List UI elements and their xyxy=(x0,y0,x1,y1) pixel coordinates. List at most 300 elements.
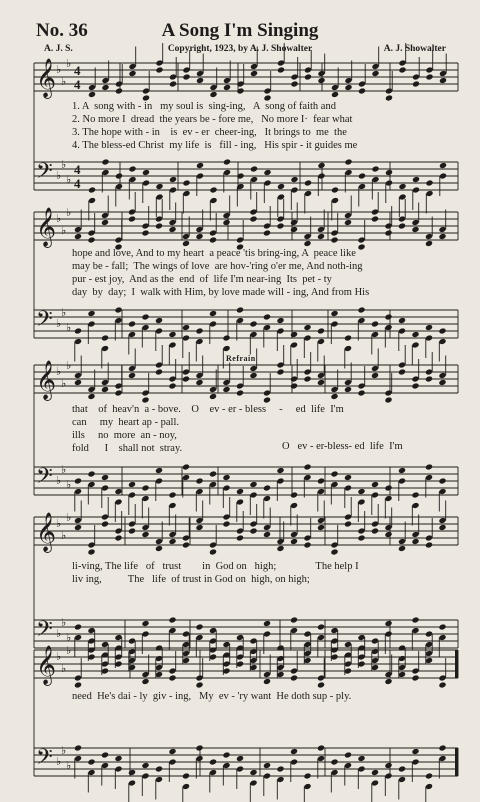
flat-icon: ♭ xyxy=(66,478,72,491)
note-head xyxy=(398,317,406,324)
note-head xyxy=(371,527,379,534)
verse-line: li-ving, The life of trust in God on high; The help I xyxy=(72,561,359,572)
flat-icon: ♭ xyxy=(61,224,67,237)
note-head xyxy=(438,744,446,751)
note-head xyxy=(263,531,271,538)
note-head xyxy=(357,306,365,313)
note-head xyxy=(317,379,325,386)
note-head xyxy=(263,762,271,769)
note-head xyxy=(385,169,393,176)
note-head xyxy=(169,176,177,183)
note-head xyxy=(411,616,419,623)
note-head xyxy=(74,681,82,688)
note-head xyxy=(182,772,190,779)
note-head xyxy=(438,623,446,630)
verse-line: pur - est joy, And as the end of life I'm near-ing Its pet - ty xyxy=(72,274,332,285)
flat-icon: ♭ xyxy=(56,212,62,225)
verse-line: can my heart ap - pall. xyxy=(72,417,179,428)
note-head xyxy=(304,179,312,186)
verse-line: liv ing, The life of trust in God on high, on high; xyxy=(72,574,310,585)
note-head xyxy=(303,463,311,470)
flat-icon: ♭ xyxy=(61,306,67,319)
verse-line: hope and love, And to my heart a peace 'tis bring-ing, A peace like xyxy=(72,248,356,259)
note-head xyxy=(87,758,95,765)
note-head xyxy=(276,545,284,552)
note-head xyxy=(128,320,136,327)
note-head xyxy=(411,748,419,755)
note-head xyxy=(331,91,339,98)
note-head xyxy=(169,80,177,87)
verse-line: that of heav'n a - bove. O ev - er - bless - ed life I'm xyxy=(72,404,344,415)
flat-icon: ♭ xyxy=(56,474,62,487)
note-head xyxy=(196,162,204,169)
note-head xyxy=(141,531,149,538)
note-head xyxy=(74,623,82,630)
note-head xyxy=(412,176,420,183)
note-head xyxy=(222,520,230,527)
bass-clef-icon: 𝄢 xyxy=(36,464,53,494)
flat-icon: ♭ xyxy=(56,63,62,76)
note-head xyxy=(330,393,338,400)
note-head xyxy=(155,765,163,772)
note-head xyxy=(222,751,230,758)
verse-line: need He's dai - ly giv - ing, My ev - 'ry want He doth sup - ply. xyxy=(72,691,352,702)
note-head xyxy=(168,748,176,755)
note-head xyxy=(358,172,366,179)
final-bar-line xyxy=(455,748,458,776)
note-head xyxy=(371,372,379,379)
note-head xyxy=(101,520,109,527)
note-head xyxy=(330,548,338,555)
note-head xyxy=(209,470,217,477)
note-head xyxy=(236,534,244,541)
note-head xyxy=(74,477,82,484)
note-head xyxy=(425,73,433,80)
verse-line: O ev - er-bless- ed life I'm xyxy=(282,441,403,452)
note-head xyxy=(182,375,190,382)
note-head xyxy=(168,226,176,233)
note-head xyxy=(263,678,271,685)
note-head xyxy=(236,306,244,313)
note-head xyxy=(290,80,298,87)
note-head xyxy=(276,368,284,375)
note-head xyxy=(425,541,433,548)
note-head xyxy=(331,186,339,193)
flat-icon: ♭ xyxy=(56,365,62,378)
note-head xyxy=(114,534,122,541)
note-head xyxy=(74,744,82,751)
note-head xyxy=(438,524,446,531)
note-head xyxy=(357,488,365,495)
treble-clef-icon: 𝄞 xyxy=(36,512,57,552)
note-head xyxy=(195,477,203,484)
note-head xyxy=(128,769,136,776)
flat-icon: ♭ xyxy=(61,529,67,542)
note-head xyxy=(398,765,406,772)
note-head xyxy=(222,386,230,393)
note-head xyxy=(263,169,271,176)
note-head xyxy=(371,215,379,222)
note-head xyxy=(209,548,217,555)
flat-icon: ♭ xyxy=(56,169,62,182)
note-head xyxy=(317,744,325,751)
note-head xyxy=(276,222,284,229)
flat-icon: ♭ xyxy=(61,377,67,390)
note-head xyxy=(317,681,325,688)
note-head xyxy=(317,233,325,240)
note-head xyxy=(101,219,109,226)
note-head xyxy=(101,751,109,758)
note-head xyxy=(88,186,96,193)
note-head xyxy=(439,77,447,84)
note-head xyxy=(304,73,312,80)
note-head xyxy=(290,331,298,338)
note-head xyxy=(357,534,365,541)
note-head xyxy=(277,183,285,190)
note-head xyxy=(128,372,136,379)
note-head xyxy=(182,324,190,331)
flat-icon: ♭ xyxy=(61,158,67,171)
lyrics-system-4 xyxy=(72,560,359,586)
note-head xyxy=(74,379,82,386)
note-head xyxy=(128,481,136,488)
note-head xyxy=(398,545,406,552)
copyright-notice: Copyright, 1923, by A. J. Showalter xyxy=(167,44,313,54)
note-head xyxy=(128,527,136,534)
note-head xyxy=(384,620,392,627)
note-head xyxy=(290,538,298,545)
note-head xyxy=(317,524,325,531)
note-head xyxy=(155,368,163,375)
time-signature-icon: 4 xyxy=(74,176,81,191)
note-head xyxy=(196,77,204,84)
note-head xyxy=(384,484,392,491)
note-head xyxy=(168,538,176,545)
note-head xyxy=(182,463,190,470)
note-head xyxy=(263,484,271,491)
bass-clef-icon: 𝄢 xyxy=(36,617,53,647)
note-head xyxy=(438,477,446,484)
note-head xyxy=(317,327,325,334)
note-head xyxy=(209,393,217,400)
note-head xyxy=(384,396,392,403)
note-head xyxy=(384,762,392,769)
note-head xyxy=(438,233,446,240)
note-head xyxy=(344,474,352,481)
note-head xyxy=(411,674,419,681)
final-bar-line xyxy=(455,650,458,678)
note-head xyxy=(384,531,392,538)
note-head xyxy=(250,165,258,172)
note-head xyxy=(128,165,136,172)
lyricist-credit: A. J. S. xyxy=(44,44,73,54)
flat-icon: ♭ xyxy=(66,173,72,186)
note-head xyxy=(358,87,366,94)
note-head xyxy=(290,176,298,183)
note-head xyxy=(317,623,325,630)
note-head xyxy=(290,674,298,681)
flat-icon: ♭ xyxy=(66,206,72,219)
note-head xyxy=(249,372,257,379)
note-head xyxy=(182,541,190,548)
note-head xyxy=(398,66,406,73)
note-head xyxy=(371,320,379,327)
note-head xyxy=(128,70,136,77)
note-head xyxy=(141,313,149,320)
note-head xyxy=(249,320,257,327)
note-head xyxy=(223,84,231,91)
note-head xyxy=(411,226,419,233)
treble-clef-icon: 𝄞 xyxy=(36,58,57,98)
note-head xyxy=(290,748,298,755)
note-head xyxy=(209,758,217,765)
note-head xyxy=(303,772,311,779)
note-head xyxy=(249,481,257,488)
note-head xyxy=(303,541,311,548)
note-head xyxy=(115,87,123,94)
note-head xyxy=(398,183,406,190)
note-head xyxy=(371,481,379,488)
note-head xyxy=(74,233,82,240)
note-head xyxy=(114,306,122,313)
note-head xyxy=(290,616,298,623)
note-head xyxy=(182,240,190,247)
note-head xyxy=(236,755,244,762)
note-head xyxy=(250,70,258,77)
note-head xyxy=(155,66,163,73)
hymn-number: No. 36 xyxy=(36,20,88,41)
composer-credit: A. J. Showalter xyxy=(383,44,446,54)
note-head xyxy=(236,488,244,495)
note-head xyxy=(114,389,122,396)
note-head xyxy=(128,215,136,222)
note-head xyxy=(276,467,284,474)
note-head xyxy=(101,84,109,91)
note-head xyxy=(344,334,352,341)
note-head xyxy=(344,84,352,91)
note-head xyxy=(182,179,190,186)
note-head xyxy=(263,313,271,320)
note-head xyxy=(411,331,419,338)
note-head xyxy=(384,313,392,320)
lyrics-alto-refrain xyxy=(282,440,403,453)
note-head xyxy=(195,744,203,751)
flat-icon: ♭ xyxy=(61,744,67,757)
note-head xyxy=(209,310,217,317)
note-head xyxy=(114,488,122,495)
verse-line: ills no more an - noy, xyxy=(72,430,177,441)
verse-line: 1. A song with - in my soul is sing-ing, A song of faith and xyxy=(72,101,336,112)
note-head xyxy=(155,467,163,474)
note-head xyxy=(385,94,393,101)
note-head xyxy=(303,240,311,247)
flat-icon: ♭ xyxy=(66,631,72,644)
flat-icon: ♭ xyxy=(61,616,67,629)
treble-clef-icon: 𝄞 xyxy=(36,645,57,685)
note-head xyxy=(168,382,176,389)
note-head xyxy=(303,375,311,382)
note-head xyxy=(317,162,325,169)
note-head xyxy=(357,755,365,762)
note-head xyxy=(317,477,325,484)
note-head xyxy=(87,548,95,555)
note-head xyxy=(155,222,163,229)
refrain-label: Refrain xyxy=(226,354,256,363)
note-head xyxy=(101,474,109,481)
flat-icon: ♭ xyxy=(66,359,72,372)
note-head xyxy=(371,70,379,77)
note-head xyxy=(371,769,379,776)
note-head xyxy=(263,229,271,236)
note-head xyxy=(87,470,95,477)
note-head xyxy=(101,334,109,341)
note-head xyxy=(142,169,150,176)
note-head xyxy=(101,158,109,165)
note-head xyxy=(276,765,284,772)
flat-icon: ♭ xyxy=(66,511,72,524)
flat-icon: ♭ xyxy=(56,755,62,768)
note-head xyxy=(290,226,298,233)
verse-line: day by day; I walk with Him, by love made will - ing, And from His xyxy=(72,287,370,298)
flat-icon: ♭ xyxy=(61,75,67,88)
bass-clef-icon: 𝄢 xyxy=(36,745,53,775)
note-head xyxy=(101,386,109,393)
bass-clef-icon: 𝄢 xyxy=(36,307,53,337)
note-head xyxy=(344,386,352,393)
note-head xyxy=(425,772,433,779)
note-head xyxy=(74,524,82,531)
note-head xyxy=(195,623,203,630)
note-head xyxy=(141,762,149,769)
note-head xyxy=(344,219,352,226)
note-head xyxy=(222,219,230,226)
note-head xyxy=(439,162,447,169)
bass-clef-icon: 𝄢 xyxy=(36,159,53,189)
flat-icon: ♭ xyxy=(56,317,62,330)
note-head xyxy=(168,331,176,338)
note-head xyxy=(168,491,176,498)
note-head xyxy=(290,491,298,498)
note-head xyxy=(195,681,203,688)
note-head xyxy=(87,310,95,317)
note-head xyxy=(398,222,406,229)
note-head xyxy=(236,389,244,396)
verse-line: may be - fall; The wings of love are hov-'ring o'er me, And noth-ing xyxy=(72,261,363,272)
flat-icon: ♭ xyxy=(56,517,62,530)
note-head xyxy=(398,368,406,375)
flat-icon: ♭ xyxy=(61,662,67,675)
note-head xyxy=(223,158,231,165)
note-head xyxy=(330,758,338,765)
note-head xyxy=(411,538,419,545)
note-head xyxy=(330,236,338,243)
note-head xyxy=(195,233,203,240)
note-head xyxy=(249,769,257,776)
note-head xyxy=(438,681,446,688)
note-head xyxy=(87,236,95,243)
verse-line: fold I shall not stray. xyxy=(72,443,183,454)
note-head xyxy=(384,678,392,685)
flat-icon: ♭ xyxy=(66,321,72,334)
note-head xyxy=(155,317,163,324)
flat-icon: ♭ xyxy=(66,759,72,772)
note-head xyxy=(384,229,392,236)
note-head xyxy=(425,240,433,247)
note-head xyxy=(195,379,203,386)
note-head xyxy=(88,91,96,98)
note-head xyxy=(249,215,257,222)
note-head xyxy=(290,382,298,389)
verse-line: 4. The bless-ed Christ my life is fill - ing, His spir - it guides me xyxy=(72,140,358,151)
verse-line: 3. The hope with - in is ev - er cheer-ing, It brings to me the xyxy=(72,127,347,138)
flat-icon: ♭ xyxy=(66,644,72,657)
treble-clef-icon: 𝄞 xyxy=(36,207,57,247)
note-head xyxy=(263,620,271,627)
note-head xyxy=(209,186,217,193)
note-head xyxy=(209,91,217,98)
time-signature-icon: 4 xyxy=(74,77,81,92)
note-head xyxy=(344,158,352,165)
flat-icon: ♭ xyxy=(56,650,62,663)
note-head xyxy=(438,327,446,334)
note-head xyxy=(195,524,203,531)
note-head xyxy=(141,678,149,685)
note-head xyxy=(303,324,311,331)
note-head xyxy=(398,467,406,474)
note-head xyxy=(168,674,176,681)
treble-clef-icon: 𝄞 xyxy=(36,360,57,400)
note-head xyxy=(357,389,365,396)
note-head xyxy=(344,751,352,758)
note-head xyxy=(222,474,230,481)
note-head xyxy=(371,165,379,172)
lyrics-system-5 xyxy=(72,690,351,703)
note-head xyxy=(141,229,149,236)
verse-line: 2. No more I dread the years be - fore me, No more I· fear what xyxy=(72,114,353,125)
note-head xyxy=(425,463,433,470)
note-head xyxy=(330,470,338,477)
note-head xyxy=(330,310,338,317)
lyrics-system-2 xyxy=(72,247,369,299)
note-head xyxy=(115,172,123,179)
note-head xyxy=(141,484,149,491)
flat-icon: ♭ xyxy=(66,57,72,70)
note-head xyxy=(141,620,149,627)
note-head xyxy=(155,183,163,190)
note-head xyxy=(155,545,163,552)
time-signature-icon: 4 xyxy=(74,162,81,177)
note-head xyxy=(411,382,419,389)
note-head xyxy=(317,77,325,84)
note-head xyxy=(344,520,352,527)
note-head xyxy=(277,66,285,73)
note-head xyxy=(425,179,433,186)
note-head xyxy=(87,393,95,400)
note-head xyxy=(209,236,217,243)
note-head xyxy=(114,755,122,762)
note-head xyxy=(425,324,433,331)
lyrics-system-1 xyxy=(72,100,357,152)
note-head xyxy=(168,616,176,623)
note-head xyxy=(195,327,203,334)
time-signature-icon: 4 xyxy=(74,63,81,78)
note-head xyxy=(411,491,419,498)
flat-icon: ♭ xyxy=(56,627,62,640)
note-head xyxy=(412,80,420,87)
flat-icon: ♭ xyxy=(61,463,67,476)
note-head xyxy=(438,379,446,386)
note-head xyxy=(74,327,82,334)
